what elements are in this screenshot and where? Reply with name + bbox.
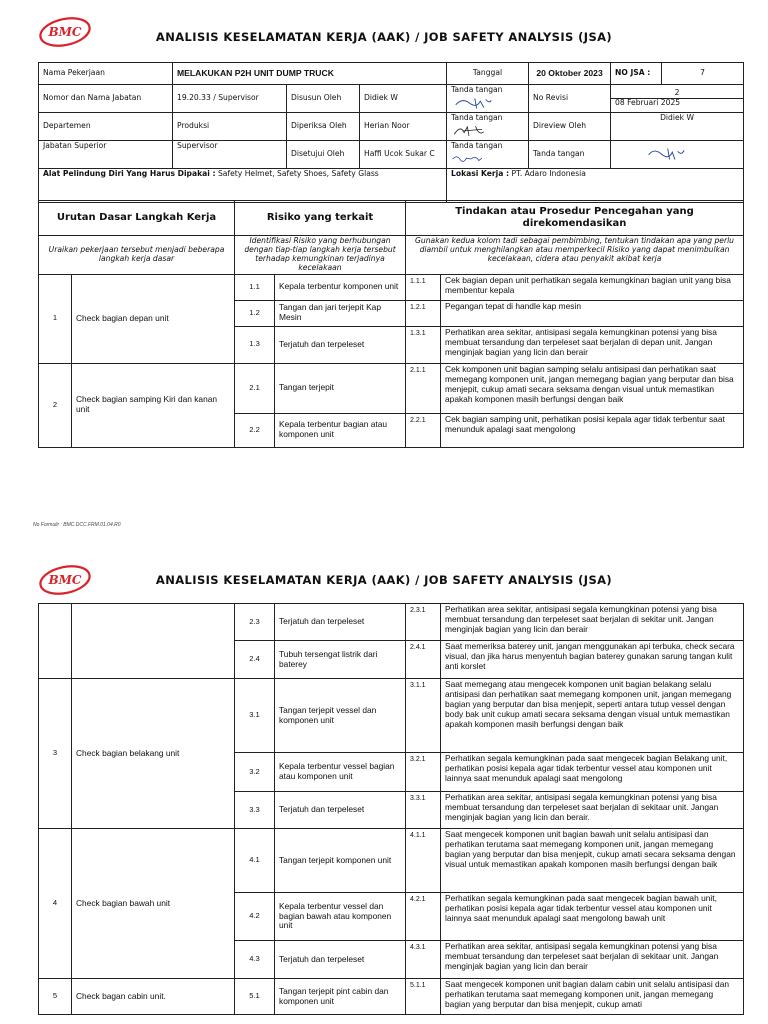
direview-label: Direview Oleh — [529, 112, 611, 140]
no-revisi-label: No Revisi — [529, 85, 611, 113]
action-description: Perhatikan area sekitar, antisipasi segala kemungkinan potensi yang bisa membuat tersandung dan terpeleset saat berjalan di sekitaar unit. Jangan menginjak bagian yang licin dan berair — [441, 941, 744, 979]
action-description: Saat mengecek komponen unit bagian bawah unit selalu antisipasi dan perhatikan terutama saat memegang komponen unit, jangan memegang bagian yang berputar dan bisa menjepit, cukup amati secara seksama dengan visual untuk memastikan apakah komponen masih berfungsi dengan baik — [441, 829, 744, 893]
no-revisi-value: 2 — [611, 89, 743, 99]
diperiksa-label: Diperiksa Oleh — [287, 112, 360, 140]
guide-risiko: Identifikasi Risiko yang berhubungan dengan tiap-tiap langkah kerja tersebut terhadap kemungkinan terjadinya kecelakaan — [235, 236, 406, 275]
direview-value: Didiek W — [611, 112, 744, 140]
risk-description: Kepala terbentur bagian atau komponen unit — [275, 413, 406, 447]
apd-value: Safety Helmet, Safety Shoes, Safety Glass — [217, 168, 379, 178]
risk-description: Terjatuh dan terpeleset — [275, 604, 406, 641]
departemen-value: Produksi — [173, 112, 287, 140]
tanda-tangan-label: Tanda tangan — [451, 140, 503, 150]
nomor-jabatan-value: 19.20.33 / Supervisor — [173, 85, 287, 113]
signature-image — [453, 95, 493, 111]
step-number: 3 — [39, 679, 72, 829]
risk-number: 2.4 — [235, 641, 275, 679]
step-description: Check bagian belakang unit — [72, 679, 235, 829]
tanda-tangan2-cell — [611, 140, 744, 168]
jsa-table-page-1 — [38, 200, 744, 448]
step-description — [72, 604, 235, 679]
action-description: Perhatikan segala kemungkinan pada saat mengecek bagian Belakang unit, perhatikan posisi kepala agar tidak terbentur vessel atau komponen unit lainnya saat menunduk apalagi saat mengolong — [441, 753, 744, 792]
risk-description: Tangan terjepit — [275, 363, 406, 413]
tanda-tangan-label: Tanda tangan — [451, 112, 503, 122]
risk-number: 4.2 — [235, 893, 275, 941]
no-jsa-label: NO JSA : — [611, 63, 662, 85]
action-number: 1.1.1 — [406, 274, 441, 300]
action-description: Saat mengecek komponen unit bagian dalam cabin unit selalu antisipasi dan perhatikan terutama saat memegang komponen unit, jangan memegang bagian yang berputar dan bisa menjepit, cukup amati — [441, 979, 744, 1015]
svg-text:BMC: BMC — [48, 573, 82, 587]
disetujui-value: Haffi Ucok Sukar C — [360, 140, 447, 168]
lokasi-cell — [447, 168, 744, 202]
tanggal-label: Tanggal — [447, 63, 529, 85]
risk-description: Tangan dan jari terjepit Kap Mesin — [275, 300, 406, 326]
jsa-table-page-2 — [38, 603, 744, 1015]
action-number: 2.3.1 — [406, 604, 441, 641]
nomor-jabatan-label: Nomor dan Nama Jabatan — [39, 85, 173, 113]
nama-pekerjaan-label: Nama Pekerjaan — [39, 63, 173, 85]
tanda-tangan-diperiksa — [447, 112, 529, 140]
risk-description: Tangan terjepit pint cabin dan komponen unit — [275, 979, 406, 1015]
step-number: 5 — [39, 979, 72, 1015]
guide-tindakan: Gunakan kedua kolom tadi sebagai pembimbing, tentukan tindakan apa yang perlu diambil untuk menghilangkan atau memperkecil Risiko yang dapat menimbulkan kecelakaan, cidera atau penyakit akibat kerja — [406, 236, 744, 275]
risk-number: 1.1 — [235, 274, 275, 300]
signature-image — [451, 123, 487, 139]
action-description: Perhatikan area sekitar, antisipasi segala kemungkinan potensi yang bisa membuat tersandung dan terpeleset saat berjalan di sekitaar unit. Jangan menginjak bagian yang licin dan berair. — [441, 792, 744, 829]
tanda-tangan-disusun — [447, 85, 529, 113]
action-number: 3.2.1 — [406, 753, 441, 792]
action-number: 3.1.1 — [406, 679, 441, 753]
tanggal-value: 20 Oktober 2023 — [529, 63, 611, 85]
risk-description: Kepala terbentur vessel dan bagian bawah atau komponen unit — [275, 893, 406, 941]
disusun-label: Disusun Oleh — [287, 85, 360, 113]
action-description: Cek komponen unit bagian samping selalu antisipasi dan perhatikan saat memegang komponen unit, jangan memegang bagian yang berputar dan bisa menjepit, cukup amati secara seksama dengan visual untuk memastikan apakah komponen masih berfungsi dengan baik — [441, 363, 744, 413]
form-number: No Formulir : BMC.DCC.FRM.01.04.R0 — [33, 522, 121, 528]
risk-description: Terjatuh dan terpeleset — [275, 326, 406, 363]
step-description: Check bagian samping Kiri dan kanan unit — [72, 363, 235, 447]
risk-description: Terjatuh dan terpeleset — [275, 792, 406, 829]
risk-description: Terjatuh dan terpeleset — [275, 941, 406, 979]
risk-number: 2.2 — [235, 413, 275, 447]
step-description: Check bagian bawah unit — [72, 829, 235, 979]
step-description: Check bagian depan unit — [72, 274, 235, 363]
action-number: 2.2.1 — [406, 413, 441, 447]
action-number: 2.4.1 — [406, 641, 441, 679]
action-description: Perhatikan area sekitar, antisipasi segala kemungkinan potensi yang bisa membuat tersandung dan terpeleset saat berjalan di depan unit. Jangan menginjak bagian yang licin dan berair — [441, 326, 744, 363]
action-description: Perhatikan segala kemungkinan pada saat mengecek bagian bawah unit, perhatikan posisi kepala agar tidak terbentur vessel atau komponen unit lainnya saat menunduk apalagi saat mengolong bawah unit — [441, 893, 744, 941]
page-title: ANALISIS KESELAMATAN KERJA (AAK) / JOB SAFETY ANALYSIS (JSA) — [155, 30, 613, 44]
svg-text:BMC: BMC — [48, 25, 82, 39]
no-jsa-value: 7 — [662, 63, 744, 85]
action-number: 4.3.1 — [406, 941, 441, 979]
risk-description: Tangan terjepit komponen unit — [275, 829, 406, 893]
risk-description: Kepala terbentur komponen unit — [275, 274, 406, 300]
departemen-label: Departemen — [39, 112, 173, 140]
action-number: 3.3.1 — [406, 792, 441, 829]
step-number — [39, 604, 72, 679]
column-header-risiko: Risiko yang terkait — [235, 201, 406, 236]
risk-number: 3.3 — [235, 792, 275, 829]
action-number: 4.1.1 — [406, 829, 441, 893]
lokasi-label: Lokasi Kerja : — [451, 168, 510, 178]
no-revisi-cell — [611, 85, 744, 113]
step-number: 1 — [39, 274, 72, 363]
apd-label: Alat Pelindung Diri Yang Harus Dipakai : — [43, 168, 216, 178]
lokasi-value: PT. Adaro Indonesia — [511, 168, 586, 178]
risk-number: 3.2 — [235, 753, 275, 792]
action-description: Saat memegang atau mengecek komponen unit bagian belakang selalu antisipasi dan perhatikan saat memegang komponen unit, jangan memegang bagian yang berputar dan bisa menjepit, seperti antara tutup vessel dengan body bak unit cukup amati secara seksama dengan visual untuk memastikan apakah komponen masih berfungsi dengan baik — [441, 679, 744, 753]
action-description: Saat memeriksa baterey unit, jangan menggunakan api terbuka, check secara visual, dan jika harus menyentuh bagian baterey gunakan sarung tangan kulit anti korslet — [441, 641, 744, 679]
action-description: Pegangan tepat di handle kap mesin — [441, 300, 744, 326]
action-number: 1.3.1 — [406, 326, 441, 363]
no-revisi-date: 08 Februari 2025 — [615, 97, 681, 107]
risk-description: Kepala terbentur vessel bagian atau komponen unit — [275, 753, 406, 792]
action-number: 1.2.1 — [406, 300, 441, 326]
disusun-value: Didiek W — [360, 85, 447, 113]
action-number: 5.1.1 — [406, 979, 441, 1015]
action-description: Cek bagian samping unit, perhatikan posisi kepala agar tidak terbentur saat menunduk apalagi saat mengolong — [441, 413, 744, 447]
page-2 — [0, 555, 768, 1024]
step-number: 2 — [39, 363, 72, 447]
action-number: 4.2.1 — [406, 893, 441, 941]
step-description: Check bagan cabin unit. — [72, 979, 235, 1015]
guide-urutan: Uraikan pekerjaan tersebut menjadi beberapa langkah kerja dasar — [39, 236, 235, 275]
risk-description: Tangan terjepit vessel dan komponen unit — [275, 679, 406, 753]
action-number: 2.1.1 — [406, 363, 441, 413]
tanda-tangan-label: Tanda tangan — [451, 85, 503, 94]
risk-number: 4.1 — [235, 829, 275, 893]
risk-number: 2.1 — [235, 363, 275, 413]
risk-number: 4.3 — [235, 941, 275, 979]
jabatan-superior-value: Supervisor — [173, 140, 287, 168]
risk-number: 2.3 — [235, 604, 275, 641]
step-number: 4 — [39, 829, 72, 979]
risk-number: 5.1 — [235, 979, 275, 1015]
apd-cell — [39, 168, 447, 202]
disetujui-label: Disetujui Oleh — [287, 140, 360, 168]
diperiksa-value: Herian Noor — [360, 112, 447, 140]
tanda-tangan2-label: Tanda tangan — [529, 140, 611, 168]
risk-number: 1.3 — [235, 326, 275, 363]
risk-number: 3.1 — [235, 679, 275, 753]
header-table — [38, 62, 744, 203]
action-description: Perhatikan area sekitar, antisipasi segala kemungkinan potensi yang bisa membuat tersandung dan terpeleset saat berjalan di sekitar unit. Jangan menginjak bagian yang licin dan berair — [441, 604, 744, 641]
column-header-urutan: Urutan Dasar Langkah Kerja — [39, 201, 235, 236]
page-title: ANALISIS KESELAMATAN KERJA (AAK) / JOB SAFETY ANALYSIS (JSA) — [155, 573, 613, 587]
risk-number: 1.2 — [235, 300, 275, 326]
column-header-tindakan: Tindakan atau Prosedur Pencegahan yang direkomendasikan — [406, 201, 744, 236]
risk-description: Tubuh tersengat listrik dari baterey — [275, 641, 406, 679]
nama-pekerjaan-value: MELAKUKAN P2H UNIT DUMP TRUCK — [173, 63, 447, 85]
tanda-tangan-disetujui — [447, 140, 529, 168]
action-description: Cek bagian depan unit perhatikan segala kemungkinan bagian unit yang bisa membentur kepala — [441, 274, 744, 300]
signature-image — [451, 151, 485, 167]
jabatan-superior-label: Jabatan Superior — [39, 140, 173, 168]
signature-image — [645, 146, 685, 162]
